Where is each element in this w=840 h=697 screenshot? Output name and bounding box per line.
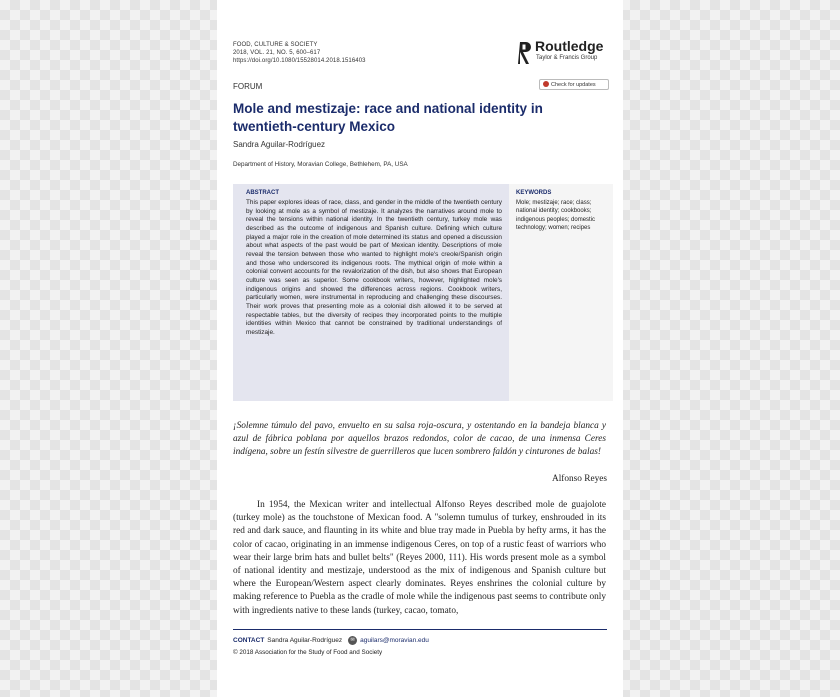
- journal-volume: 2018, VOL. 21, NO. 5, 600–617: [233, 50, 321, 56]
- check-updates-button[interactable]: [539, 79, 609, 90]
- publisher-name: Routledge: [535, 38, 604, 54]
- article-author: Sandra Aguilar-Rodríguez: [233, 140, 326, 149]
- routledge-logo-icon: [518, 40, 532, 66]
- copyright-notice: © 2018 Association for the Study of Food and Society: [233, 649, 383, 656]
- keywords-box: [509, 184, 613, 401]
- article-title: Mole and mestizaje: race and national identity in twentieth-century Mexico: [233, 101, 543, 134]
- check-updates-label: Check for updates: [551, 82, 596, 88]
- publisher-logo: [518, 38, 608, 70]
- publisher-group: Taylor & Francis Group: [536, 55, 598, 61]
- abstract-box: [233, 184, 509, 401]
- abstract-heading: ABSTRACT: [246, 190, 279, 196]
- journal-doi[interactable]: https://doi.org/10.1080/15528014.2018.1516403: [233, 58, 366, 64]
- contact-name: Sandra Aguilar-Rodríguez: [267, 637, 343, 645]
- article-page: [217, 0, 623, 697]
- contact-email-link[interactable]: aguilars@moravian.edu: [360, 637, 429, 645]
- footer-divider: [233, 629, 607, 630]
- section-label: FORUM: [233, 82, 263, 91]
- epigraph-quote: ¡Solemne túmulo del pavo, envuelto en su salsa roja-oscura, y ostentando en la bandeja blanca y azul de fábrica poblana por aquellos brazos redondos, color de cacao, de una inmensa Ceres indígena, sobre un festín silvestre de guerrilleros que lucen sombrero faldón y cinturones de balas!: [233, 421, 606, 457]
- journal-info: [233, 41, 366, 65]
- abstract-text: This paper explores ideas of race, class, and gender in the middle of the twentieth century by looking at mole as a symbol of mestizaje. It analyzes the narratives around mole to reveal the tensions within national identity. In the twentieth century, turkey mole was described as the outcome of indigenous and Spanish culture. Defining which culture played a major role in the creation of mole determined its status and opened a discussion about what aspects of the past would be part of Mexican identity. Descriptions of mole reveal the tension between those who wanted to highlight mole's creole/Spanish origin and those who underscored its indigenous roots. The mythical origin of mole within a colonial convent accounts for the revalorization of the dish, but also shows that European culture was seen as superior. Some cookbook writers, however, highlighted mole's indigenous origins and showed the differences across regions. Cookbook writers, particularly women, were instrumental in reproducing and challenging these discourses. Their work proves that presenting mole as a colonial dish allowed it to be served at respectable tables, but the diversity of recipes they incorporated points to the multiple identities within Mexico that cannot be constrained by traditional understandings of mestizaje.: [246, 199, 502, 336]
- author-affiliation: Department of History, Moravian College, Bethlehem, PA, USA: [233, 161, 408, 168]
- email-icon: ✉: [348, 636, 357, 645]
- check-updates-icon: [543, 81, 549, 87]
- body-paragraph: In 1954, the Mexican writer and intellectual Alfonso Reyes described mole de guajolote (turkey mole) as the touchstone of Mexican food. A "solemn tumulus of turkey, enshrouded in its red and dark sauce, and flaunting in its white and blue tray made in Puebla by hefty arms, it has the color of cacao, originating in an immense indigenous Ceres, on top of a rustic feast of warriors who wear their large brim hats and bullet belts" (Reyes 2000, 111). His words present mole as a symbol of national identity and mestizaje, understood as the mix of indigenous and Spanish culture but where the European/Western aspect clearly dominates. Reyes enshrines the colonial culture by making reference to Puebla as the cradle of mole while the indigenous past seems to contribute only with ingredients native to these lands (turkey, cacao, tomato,: [233, 500, 606, 616]
- keywords-text: Mole; mestizaje; race; class; national identity; cookbooks; indigenous peoples; domestic technology; women; recipes: [516, 200, 596, 231]
- keywords-heading: KEYWORDS: [516, 190, 552, 196]
- contact-label: CONTACT: [233, 637, 265, 645]
- contact-line: [233, 636, 429, 645]
- epigraph-author: Alfonso Reyes: [551, 474, 607, 484]
- journal-name: FOOD, CULTURE & SOCIETY: [233, 42, 318, 48]
